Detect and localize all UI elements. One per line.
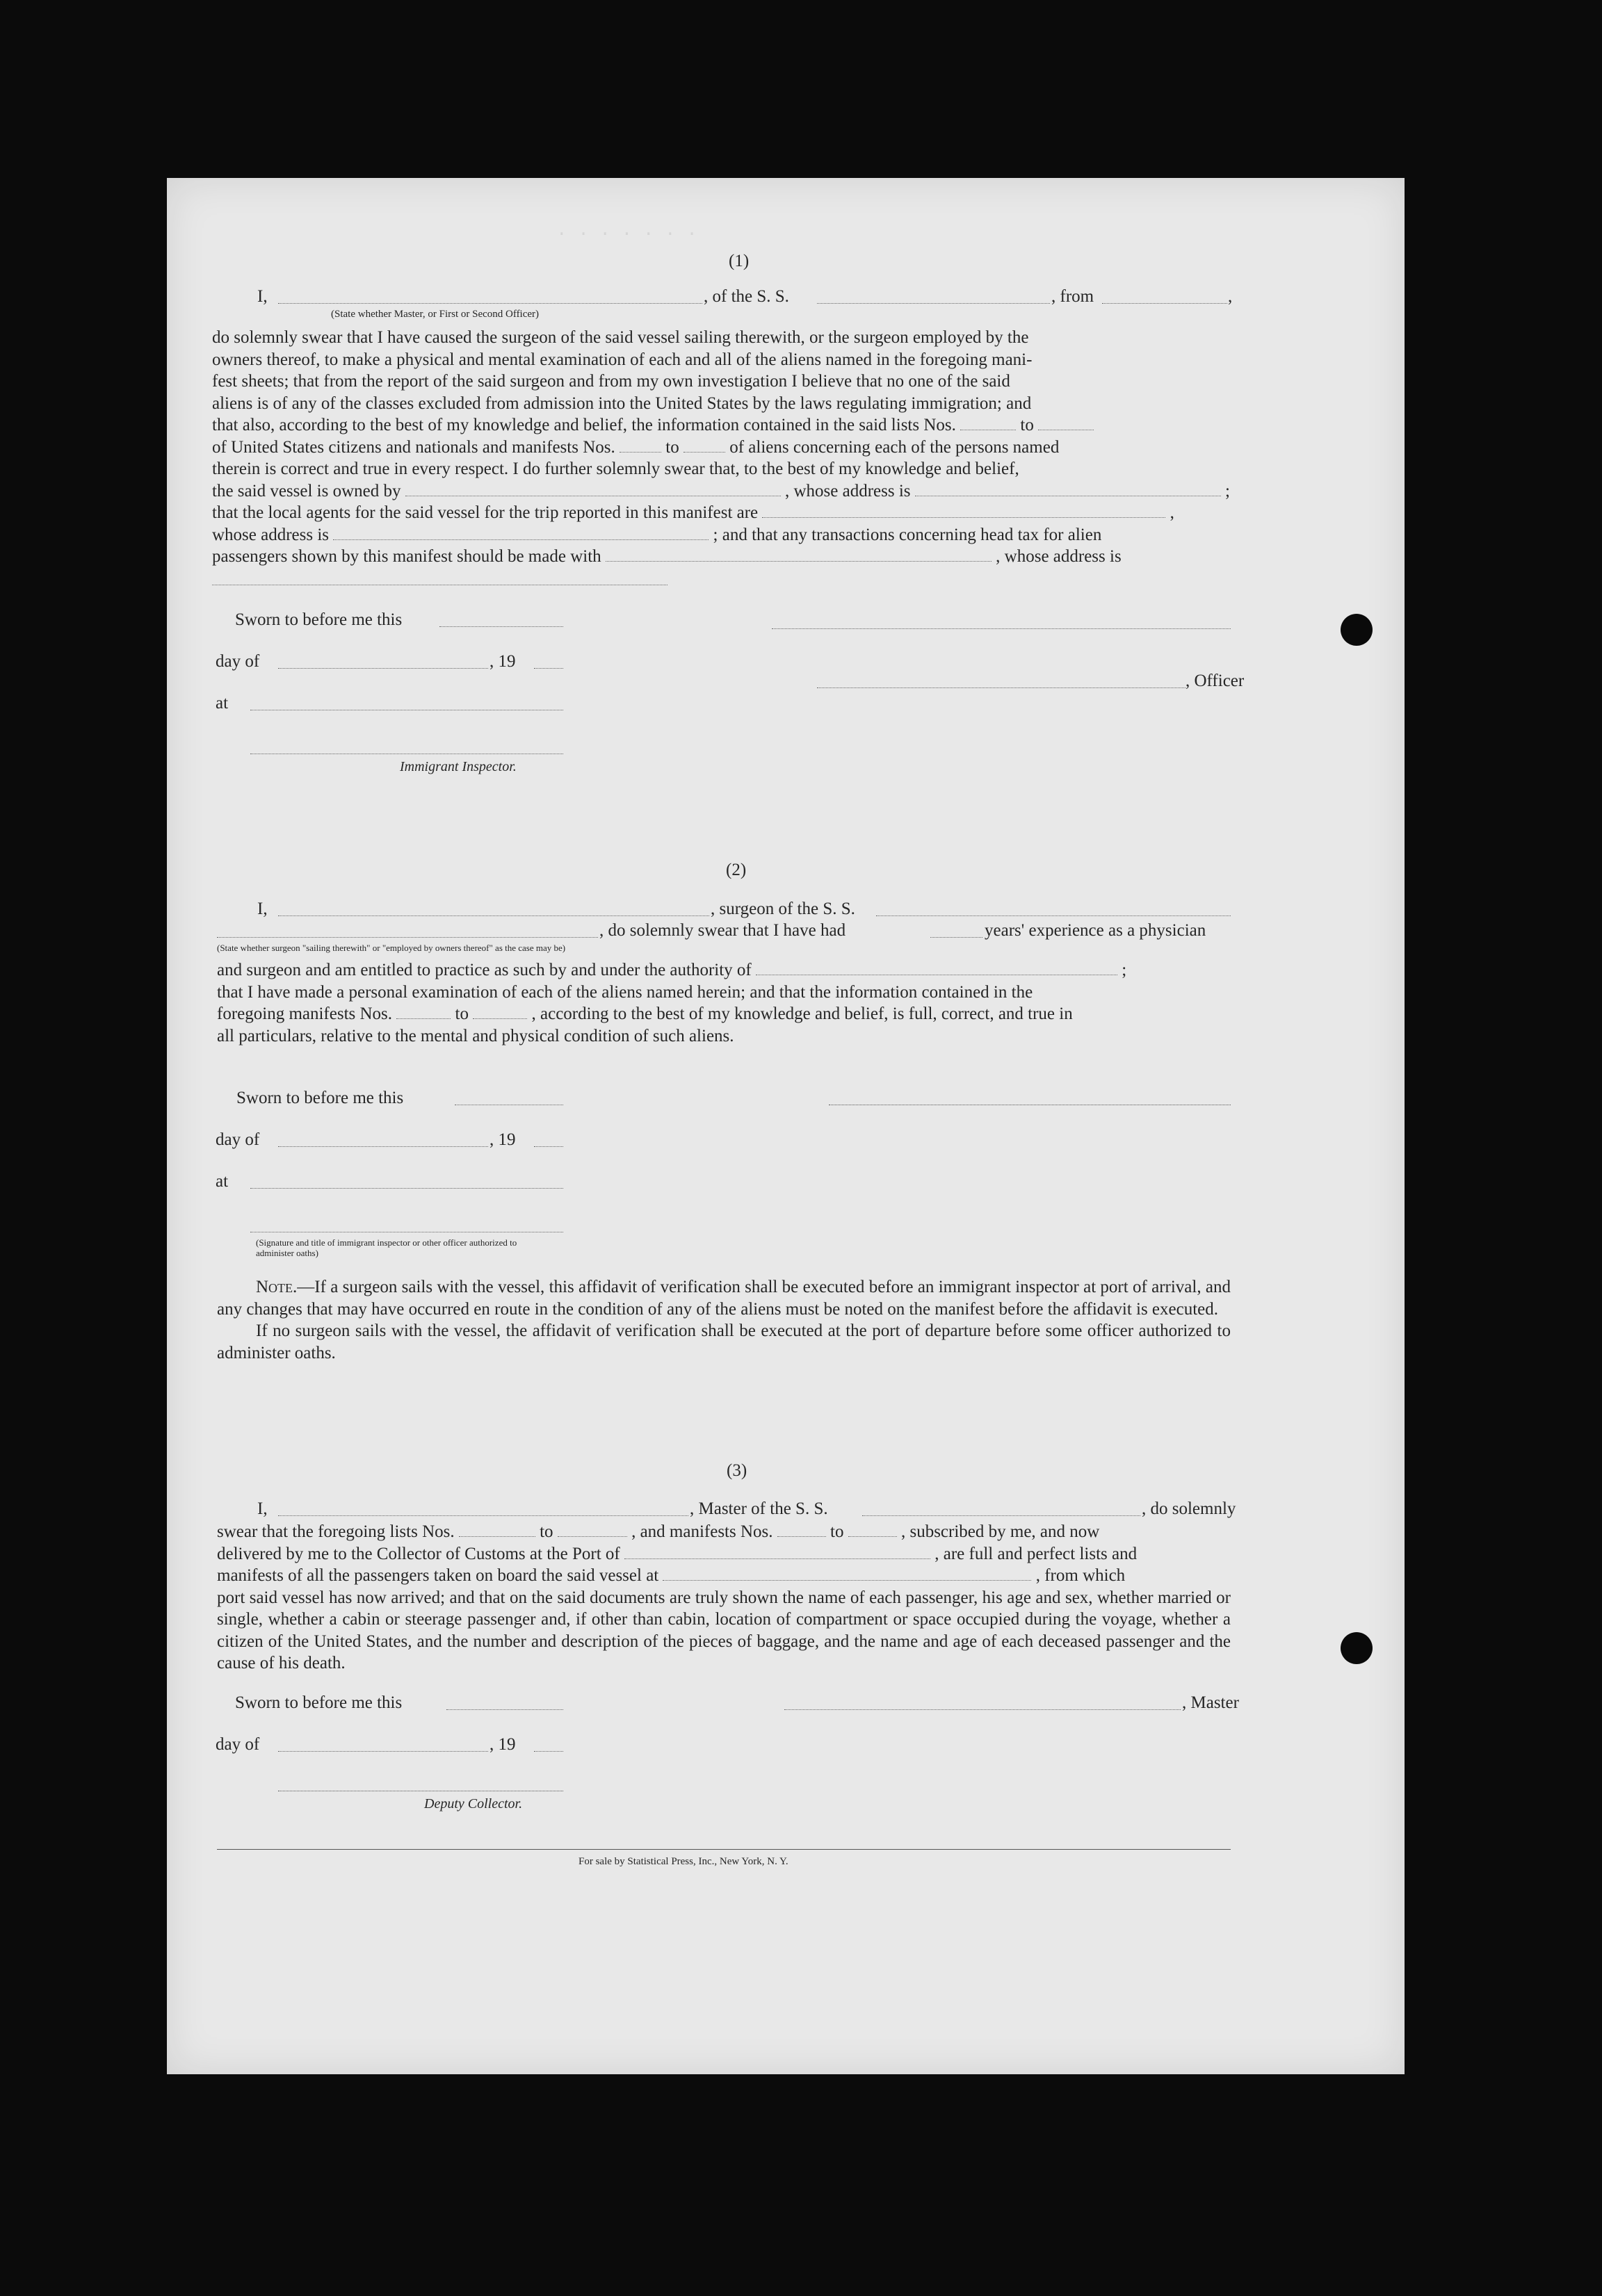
s2-surgeon-name-field[interactable] bbox=[278, 915, 709, 916]
s1-officer-signature-line-1[interactable] bbox=[772, 628, 1231, 629]
s2-vessel-field[interactable] bbox=[876, 915, 1231, 916]
s1-line-7: therein is correct and true in every respect. I do further solemnly swear that, to the best of my knowledge and belief, bbox=[212, 459, 1019, 478]
section3-body bbox=[217, 1521, 1231, 1675]
s2-line-4: all particulars, relative to the mental and physical condition of such aliens. bbox=[217, 1026, 734, 1045]
s1-line-5 bbox=[212, 414, 1231, 437]
s1-head-tax: ; and that any transactions concerning head tax for alien bbox=[713, 525, 1102, 544]
binder-hole-bottom bbox=[1341, 1632, 1373, 1664]
s1-to-label-2: to bbox=[665, 437, 679, 457]
section1-prefix: I, bbox=[257, 287, 268, 306]
s3-line-3 bbox=[217, 1543, 1231, 1565]
s3-line-2 bbox=[217, 1521, 1231, 1543]
s1-line-8 bbox=[212, 480, 1231, 503]
section1-from-label: , from bbox=[1051, 287, 1094, 306]
s3-year-label: , 19 bbox=[490, 1735, 516, 1754]
s2-note-label: Note. bbox=[256, 1278, 298, 1296]
s2-manifest-from-field[interactable] bbox=[396, 1003, 451, 1019]
s3-master-label: , Master bbox=[1182, 1693, 1239, 1712]
s3-l2-text: swear that the foregoing lists Nos. bbox=[217, 1522, 455, 1541]
s2-day-of-label: day of bbox=[216, 1130, 260, 1149]
officer-name-field[interactable] bbox=[278, 303, 702, 304]
s3-line-4 bbox=[217, 1565, 1231, 1587]
s2-surgeon-type-field[interactable] bbox=[217, 937, 598, 938]
s1-line-10 bbox=[212, 524, 1231, 546]
vessel-name-field[interactable] bbox=[817, 303, 1050, 304]
s1-line-5-text: that also, according to the best of my knowledge and belief, the information contained in the said lists Nos. bbox=[212, 416, 956, 434]
s3-subscribed: , subscribed by me, and now bbox=[900, 1522, 1100, 1541]
s2-line-2: that I have made a personal examination of each of the aliens named herein; and that the information contained in the bbox=[217, 982, 1033, 1002]
s1-line-1: do solemnly swear that I have caused the surgeon of the said vessel sailing therewith, or the surgeon employed by the bbox=[212, 328, 1029, 347]
s2-surgeon-of-label: , surgeon of the S. S. bbox=[711, 899, 855, 918]
section1-comma: , bbox=[1228, 287, 1233, 306]
s1-officer-label: , Officer bbox=[1186, 671, 1245, 690]
s3-l4-text: manifests of all the passengers taken on board the said vessel at bbox=[217, 1566, 659, 1585]
s2-authority-field[interactable] bbox=[756, 959, 1117, 975]
s3-full-perfect: , are full and perfect lists and bbox=[934, 1544, 1138, 1563]
manifests-from-field[interactable] bbox=[620, 437, 661, 453]
s3-to-2: to bbox=[830, 1522, 844, 1541]
manifests-to-field[interactable] bbox=[683, 437, 725, 453]
s2-at-field[interactable] bbox=[250, 1188, 563, 1189]
s1-line-2: owners thereof, to make a physical and mental examination of each and all of the aliens named in the foregoing mani- bbox=[212, 350, 1033, 369]
section1-body bbox=[212, 327, 1231, 568]
footer-printer: For sale by Statistical Press, Inc., New York, N. Y. bbox=[578, 1856, 788, 1867]
section1-number: (1) bbox=[729, 252, 750, 270]
s2-sworn-label: Sworn to before me this bbox=[236, 1089, 404, 1107]
s2-note-text: —If a surgeon sails with the vessel, this affidavit of verification shall be executed before an immigrant inspector at port of arrival, and any changes that may have occurred en route in the condition of any of the aliens must be noted on the manifest before the affidavit is executed. bbox=[217, 1278, 1231, 1319]
s2-at-label: at bbox=[216, 1172, 229, 1191]
s3-master-name-field[interactable] bbox=[278, 1515, 688, 1516]
s3-port-field[interactable] bbox=[624, 1543, 930, 1559]
head-tax-party-field[interactable] bbox=[606, 546, 992, 562]
s3-manifest-to-field[interactable] bbox=[848, 1521, 897, 1537]
section1-vessel-label: , of the S. S. bbox=[704, 287, 789, 306]
s2-line-1-text: and surgeon and am entitled to practice as such by and under the authority of bbox=[217, 961, 752, 979]
s3-prefix: I, bbox=[257, 1499, 268, 1518]
s3-to-1: to bbox=[540, 1522, 553, 1541]
s3-master-of-label: , Master of the S. S. bbox=[690, 1499, 828, 1518]
s2-note bbox=[217, 1276, 1231, 1364]
s3-l3-text: delivered by me to the Collector of Customs at the Port of bbox=[217, 1544, 620, 1563]
lists-from-field[interactable] bbox=[960, 414, 1016, 430]
s3-master-signature-field[interactable] bbox=[784, 1709, 1181, 1710]
section2-number: (2) bbox=[726, 861, 747, 879]
s1-whose-address-3: , whose address is bbox=[996, 547, 1122, 566]
s1-line-3: fest sheets; that from the report of the said surgeon and from my own investigation I believe that no one of the said bbox=[212, 372, 1010, 391]
s1-year-label: , 19 bbox=[490, 652, 516, 671]
s1-sworn-label: Sworn to before me this bbox=[235, 610, 403, 629]
s3-sworn-date-field[interactable] bbox=[446, 1709, 563, 1710]
s3-lists-from-field[interactable] bbox=[459, 1521, 535, 1537]
s1-officer-signature-field[interactable] bbox=[817, 687, 1186, 688]
s2-prefix: I, bbox=[257, 899, 268, 918]
section2-body bbox=[217, 959, 1231, 1047]
s1-to-label: to bbox=[1020, 416, 1034, 434]
s1-line-6-text: of United States citizens and nationals and manifests Nos. bbox=[212, 437, 615, 457]
s3-manifest-from-field[interactable] bbox=[777, 1521, 826, 1537]
from-port-field[interactable] bbox=[1102, 303, 1227, 304]
form-sheet bbox=[167, 178, 1405, 2074]
s2-to-label: to bbox=[455, 1004, 469, 1023]
s1-line-9 bbox=[212, 502, 1231, 524]
s1-semicolon: ; bbox=[1225, 481, 1230, 500]
s1-inspector-label: Immigrant Inspector. bbox=[400, 759, 517, 774]
s3-from-which: , from which bbox=[1035, 1566, 1126, 1585]
s2-note-para-2: If no surgeon sails with the vessel, the affidavit of verification shall be executed at the port of departure before some officer authorized to administer oaths. bbox=[217, 1321, 1231, 1362]
s2-line-3 bbox=[217, 1003, 1231, 1025]
s2-line-3-text: foregoing manifests Nos. bbox=[217, 1004, 393, 1023]
s2-years-field[interactable] bbox=[930, 937, 982, 938]
agents-address-field[interactable] bbox=[333, 524, 709, 540]
s1-line-6 bbox=[212, 437, 1231, 459]
s2-according: , according to the best of my knowledge and belief, is full, correct, and true in bbox=[531, 1004, 1073, 1023]
s2-swear-label: , do solemnly swear that I have had bbox=[599, 921, 846, 940]
section3-number: (3) bbox=[727, 1461, 747, 1480]
s3-vessel-field[interactable] bbox=[862, 1515, 1140, 1516]
s1-line-4: aliens is of any of the classes excluded from admission into the United States by the laws regulating immigration; and bbox=[212, 393, 1032, 413]
s2-years-label: years' experience as a physician bbox=[985, 921, 1206, 940]
s1-at-label: at bbox=[216, 694, 229, 713]
lists-to-field[interactable] bbox=[1038, 414, 1094, 430]
s2-surgeon-type-note: (State whether surgeon "sailing therewith" or "employed by owners thereof" as the case may be) bbox=[217, 943, 566, 953]
s3-lists-to-field[interactable] bbox=[558, 1521, 627, 1537]
s3-and-manifests: , and manifests Nos. bbox=[631, 1522, 773, 1541]
s3-day-of-label: day of bbox=[216, 1735, 260, 1754]
s2-note-para-1 bbox=[217, 1276, 1231, 1320]
s3-boarding-port-field[interactable] bbox=[663, 1565, 1031, 1581]
footer-rule bbox=[217, 1849, 1231, 1850]
s1-owned-by: the said vessel is owned by bbox=[212, 481, 401, 500]
s1-year-field[interactable] bbox=[534, 668, 563, 669]
s2-signature-note: (Signature and title of immigrant inspector or other officer authorized to administer oaths) bbox=[256, 1237, 517, 1258]
s2-day-field[interactable] bbox=[278, 1146, 488, 1147]
s3-body-rest: port said vessel has now arrived; and that on the said documents are truly shown the name of each passenger, his age and sex, whether married or single, whether a cabin or steerage passenger and, if other than cabin, location of compartment or space occupied during the voyage, whether a citizen of the United States, and the number and description of the pieces of baggage, and the name and age of each deceased passenger and the cause of his death. bbox=[217, 1588, 1231, 1672]
s2-manifest-to-field[interactable] bbox=[473, 1003, 527, 1019]
bleed-through-texture: . . . . . . . bbox=[556, 220, 697, 241]
s1-whose-address: , whose address is bbox=[784, 481, 911, 500]
s1-passengers: passengers shown by this manifest should be made with bbox=[212, 547, 601, 566]
agents-field[interactable] bbox=[762, 502, 1165, 518]
officer-rank-note: (State whether Master, or First or Second Officer) bbox=[331, 309, 540, 320]
s1-aliens-concerning: of aliens concerning each of the persons named bbox=[729, 437, 1060, 457]
s2-year-label: , 19 bbox=[490, 1130, 516, 1149]
s3-year-field[interactable] bbox=[534, 1751, 563, 1752]
s1-agents: that the local agents for the said vessel for the trip reported in this manifest are bbox=[212, 503, 759, 522]
s2-semicolon: ; bbox=[1122, 961, 1127, 979]
s3-collector-label: Deputy Collector. bbox=[424, 1796, 523, 1811]
s1-day-field[interactable] bbox=[278, 668, 488, 669]
s1-comma-2: , bbox=[1170, 503, 1174, 522]
s3-do-solemnly: , do solemnly bbox=[1142, 1499, 1236, 1518]
s2-line-1 bbox=[217, 959, 1231, 982]
s1-sworn-date-field[interactable] bbox=[439, 626, 563, 627]
s2-year-field[interactable] bbox=[534, 1146, 563, 1147]
s1-day-of-label: day of bbox=[216, 652, 260, 671]
owner-address-field[interactable] bbox=[915, 480, 1221, 496]
owner-field[interactable] bbox=[405, 480, 781, 496]
binder-hole-top bbox=[1341, 614, 1373, 646]
s1-line-11 bbox=[212, 546, 1231, 568]
s3-sworn-label: Sworn to before me this bbox=[235, 1693, 403, 1712]
s3-day-field[interactable] bbox=[278, 1751, 488, 1752]
s1-whose-address-2: whose address is bbox=[212, 525, 330, 544]
